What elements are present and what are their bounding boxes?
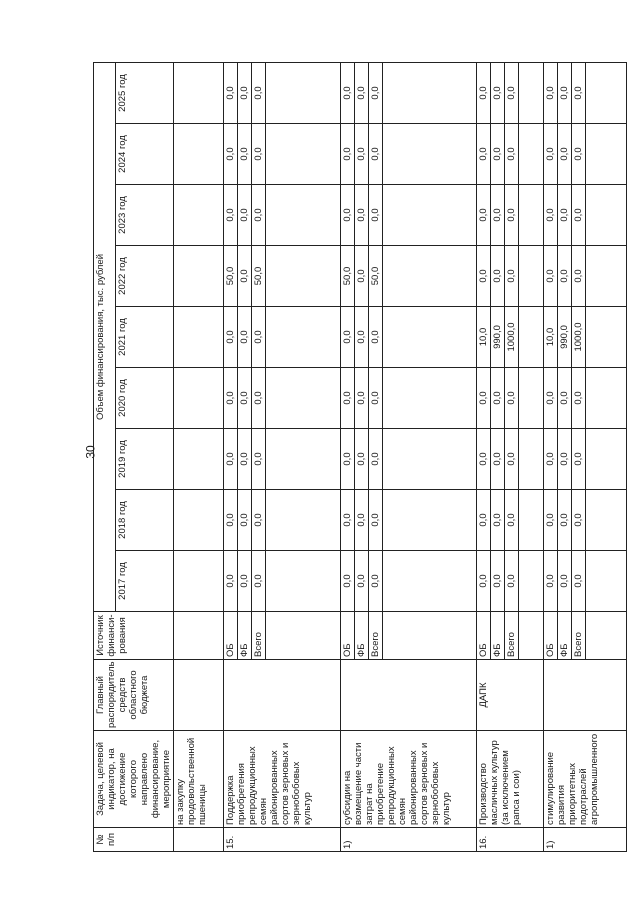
row-value: 990,0 — [558, 307, 572, 368]
table-row — [341, 62, 355, 851]
page-number: 30 — [83, 445, 98, 459]
row-source: Всего — [572, 612, 586, 660]
row-value: 50,0 — [224, 246, 238, 307]
row-number: 16. — [477, 828, 544, 852]
row-number: 15. — [224, 828, 341, 852]
row-value: 0,0 — [477, 124, 491, 185]
header-year: 2021 год — [115, 307, 173, 368]
row-value: 0,0 — [355, 124, 369, 185]
row-value: 0,0 — [505, 551, 519, 612]
header-no: № п/п — [94, 828, 174, 852]
row-value: 0,0 — [355, 62, 369, 123]
row-value: 0,0 — [491, 62, 505, 123]
row-value: 0,0 — [491, 368, 505, 429]
row-manager: ДАПК — [477, 660, 544, 731]
header-task: Задача, целевой индикатор, на достижение которого направлено финансирование, мероприятие — [94, 731, 174, 828]
row-value: 0,0 — [341, 62, 355, 123]
row-value: 0,0 — [355, 490, 369, 551]
row-value: 0,0 — [369, 551, 383, 612]
row-value: 0,0 — [544, 185, 558, 246]
row-value: 0,0 — [224, 551, 238, 612]
row-value: 0,0 — [252, 368, 266, 429]
row-value: 0,0 — [224, 490, 238, 551]
row-value: 1000,0 — [505, 307, 519, 368]
row-value: 0,0 — [355, 185, 369, 246]
row-value: 0,0 — [505, 62, 519, 123]
header-year: 2025 год — [115, 62, 173, 123]
row-value: 0,0 — [572, 429, 586, 490]
table-row — [477, 62, 491, 851]
row-source: ФБ — [558, 612, 572, 660]
row-value: 0,0 — [369, 368, 383, 429]
row-value: 0,0 — [224, 62, 238, 123]
row-task: стимулирование развития приоритетных подотраслей агропромышленного — [544, 731, 627, 828]
row-value: 0,0 — [252, 307, 266, 368]
header-volume: Объем финансирования, тыс. рублей — [94, 62, 116, 611]
row-value: 0,0 — [505, 124, 519, 185]
row-value: 50,0 — [369, 246, 383, 307]
row-value: 0,0 — [544, 124, 558, 185]
row-value: 0,0 — [369, 62, 383, 123]
row-value: 0,0 — [238, 185, 252, 246]
row-source: ОБ — [544, 612, 558, 660]
row-value: 0,0 — [355, 368, 369, 429]
header-source: Источник финанси-рования — [94, 612, 174, 660]
row-value: 0,0 — [477, 246, 491, 307]
row-value: 0,0 — [544, 490, 558, 551]
row-value: 0,0 — [355, 429, 369, 490]
row-source: ОБ — [477, 612, 491, 660]
row-value: 0,0 — [477, 429, 491, 490]
row-value: 50,0 — [341, 246, 355, 307]
row-source: Всего — [369, 612, 383, 660]
row-value: 0,0 — [252, 429, 266, 490]
row-value: 0,0 — [544, 429, 558, 490]
row-value: 0,0 — [224, 368, 238, 429]
row-value: 0,0 — [369, 124, 383, 185]
row-value: 0,0 — [558, 124, 572, 185]
row-value: 0,0 — [369, 490, 383, 551]
row-value: 0,0 — [572, 124, 586, 185]
row-value: 0,0 — [505, 185, 519, 246]
row-value: 0,0 — [572, 551, 586, 612]
table-row — [224, 62, 238, 851]
row-value: 0,0 — [341, 124, 355, 185]
row-value: 0,0 — [544, 368, 558, 429]
row-value: 0,0 — [491, 246, 505, 307]
row-value: 0,0 — [238, 124, 252, 185]
row-source: ФБ — [238, 612, 252, 660]
row-value: 0,0 — [544, 62, 558, 123]
row-value: 0,0 — [238, 246, 252, 307]
row-value: 0,0 — [558, 246, 572, 307]
row-source: ОБ — [341, 612, 355, 660]
row-value: 1000,0 — [572, 307, 586, 368]
financing-table — [93, 62, 627, 852]
row-value: 0,0 — [341, 490, 355, 551]
row-value: 0,0 — [491, 429, 505, 490]
row-value: 0,0 — [224, 185, 238, 246]
header-year: 2019 год — [115, 429, 173, 490]
row-task: Производство масличных культур (за исключением рапса и сои) — [477, 731, 544, 828]
row-value: 0,0 — [572, 490, 586, 551]
row-value: 0,0 — [505, 246, 519, 307]
row-value: 0,0 — [558, 185, 572, 246]
row-value: 0,0 — [224, 307, 238, 368]
row-value: 0,0 — [558, 490, 572, 551]
row-value: 50,0 — [252, 246, 266, 307]
row-value: 0,0 — [355, 307, 369, 368]
row-task: Поддержка приобретения репродукционных семян районированных сортов зерновых и зернобобовых культур — [224, 731, 341, 828]
row-value: 0,0 — [369, 185, 383, 246]
row-value: 0,0 — [252, 551, 266, 612]
row-value: 0,0 — [252, 62, 266, 123]
row-value: 0,0 — [491, 551, 505, 612]
financing-table-sheet — [93, 62, 600, 852]
row-source: Всего — [505, 612, 519, 660]
row-value: 0,0 — [252, 124, 266, 185]
row-value: 0,0 — [572, 246, 586, 307]
header-year: 2024 год — [115, 124, 173, 185]
row-manager — [224, 660, 341, 731]
row-task: субсидии на возмещение части затрат на приобретение репродукционных семян районированных сортов зерновых и зернобобовых культур — [341, 731, 477, 828]
row-value: 0,0 — [238, 307, 252, 368]
row-value: 0,0 — [341, 551, 355, 612]
row-value: 0,0 — [224, 124, 238, 185]
row-value: 10,0 — [544, 307, 558, 368]
row-value: 0,0 — [341, 185, 355, 246]
row-value: 0,0 — [572, 185, 586, 246]
row-source: Всего — [252, 612, 266, 660]
header-manager: Главный распорядитель средств областного бюджета — [94, 660, 174, 731]
row-value: 0,0 — [341, 307, 355, 368]
row-value: 0,0 — [238, 551, 252, 612]
row-value: 0,0 — [558, 551, 572, 612]
row-value: 0,0 — [544, 551, 558, 612]
continuation-row — [174, 62, 224, 851]
table-row — [544, 62, 558, 851]
row-value: 990,0 — [491, 307, 505, 368]
header-year: 2023 год — [115, 185, 173, 246]
row-value: 0,0 — [477, 62, 491, 123]
row-value: 0,0 — [505, 429, 519, 490]
row-value: 0,0 — [491, 185, 505, 246]
row-number: 1) — [544, 828, 627, 852]
row-value: 0,0 — [477, 551, 491, 612]
header-year: 2017 год — [115, 551, 173, 612]
row-value: 0,0 — [355, 246, 369, 307]
row-value: 0,0 — [558, 368, 572, 429]
row-value: 0,0 — [252, 490, 266, 551]
row-source: ОБ — [224, 612, 238, 660]
row-value: 0,0 — [369, 429, 383, 490]
row-value: 0,0 — [355, 551, 369, 612]
row-value: 0,0 — [238, 490, 252, 551]
row-value: 0,0 — [491, 490, 505, 551]
row-value: 0,0 — [544, 246, 558, 307]
header-year: 2020 год — [115, 368, 173, 429]
header-year: 2018 год — [115, 490, 173, 551]
row-source: ФБ — [491, 612, 505, 660]
row-number: 1) — [341, 828, 477, 852]
row-value: 0,0 — [238, 368, 252, 429]
row-value: 0,0 — [558, 429, 572, 490]
row-value: 0,0 — [252, 185, 266, 246]
row-value: 0,0 — [341, 368, 355, 429]
row-value: 0,0 — [572, 62, 586, 123]
row-value: 0,0 — [224, 429, 238, 490]
row-value: 0,0 — [341, 429, 355, 490]
row-value: 0,0 — [238, 62, 252, 123]
row-value: 0,0 — [477, 185, 491, 246]
row-value: 0,0 — [491, 124, 505, 185]
row-manager — [544, 660, 627, 731]
row-value: 10,0 — [477, 307, 491, 368]
row-value: 0,0 — [369, 307, 383, 368]
continuation-text: на закупку продовольственной пшеницы — [174, 731, 224, 828]
header-year: 2022 год — [115, 246, 173, 307]
row-value: 0,0 — [477, 368, 491, 429]
row-source: ФБ — [355, 612, 369, 660]
row-manager — [341, 660, 477, 731]
row-value: 0,0 — [558, 62, 572, 123]
row-value: 0,0 — [572, 368, 586, 429]
row-value: 0,0 — [238, 429, 252, 490]
row-value: 0,0 — [505, 490, 519, 551]
row-value: 0,0 — [477, 490, 491, 551]
row-value: 0,0 — [505, 368, 519, 429]
